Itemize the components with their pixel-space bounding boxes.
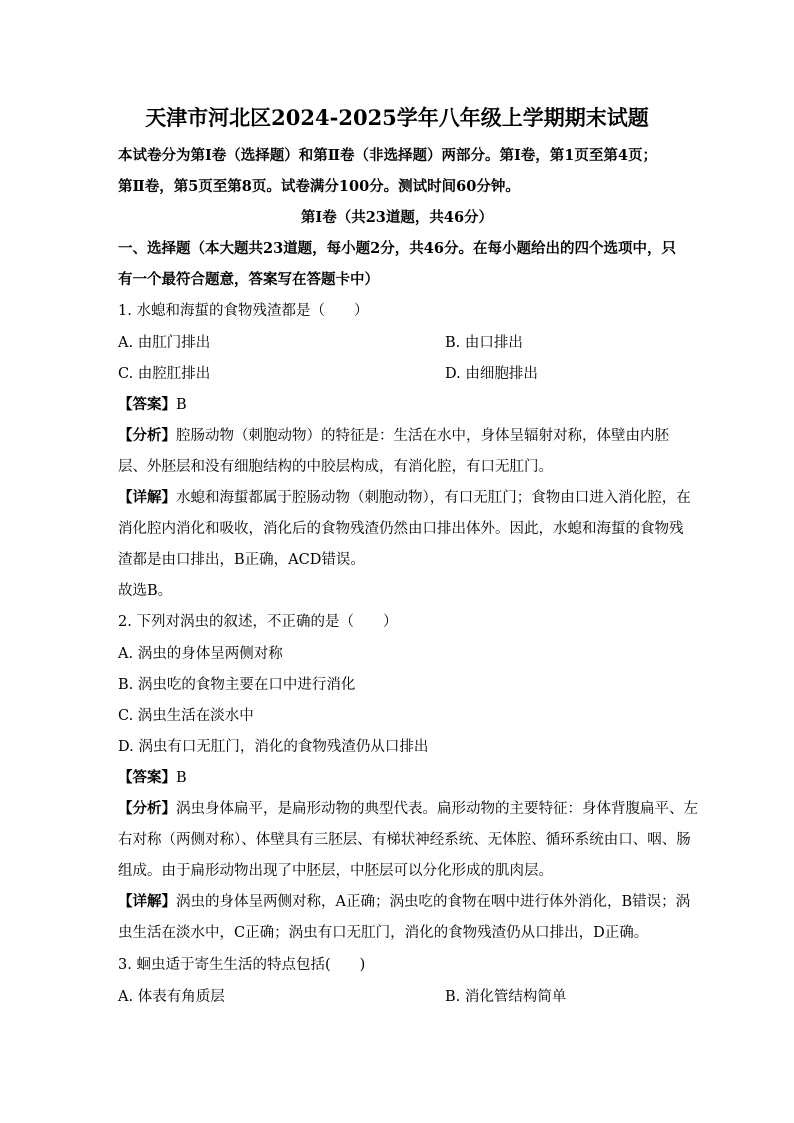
detail-tag: 【详解】	[118, 489, 176, 506]
analysis-text: 腔肠动物（刺胞动物）的特征是：生活在水中，身体呈辐射对称，体壁由内胚	[176, 428, 669, 444]
q2-option-b: B. 涡虫吃的食物主要在口中进行消化	[118, 677, 356, 693]
detail-text: 水螅和海蜇都属于腔肠动物（刺胞动物），有口无肛门；食物由口进入消化腔，在	[176, 490, 691, 506]
answer-value: B	[176, 770, 187, 786]
analysis-tag: 【分析】	[118, 427, 176, 444]
analysis-text: 涡虫身体扁平，是扁形动物的典型代表。扁形动物的主要特征：身体背腹扁平、左	[176, 801, 698, 817]
q3-stem: 3. 蛔虫适于寄生生活的特点包括( )	[118, 957, 366, 973]
q1-option-d: D. 由细胞排出	[445, 366, 538, 382]
q1-detail-line-3: 渣都是由口排出，B正确，ACD错误。	[118, 552, 365, 568]
q1-stem: 1. 水螅和海蜇的食物残渣都是（ ）	[118, 303, 369, 319]
q1-detail-line-2: 消化腔内消化和吸收，消化后的食物残渣仍然由口排出体外。因此，水螅和海蜇的食物残	[118, 521, 684, 537]
q2-option-d: D. 涡虫有口无肛门，消化的食物残渣仍从口排出	[118, 739, 429, 755]
page-title: 天津市河北区2024-2025学年八年级上学期期末试题	[145, 105, 649, 130]
q1-option-b: B. 由口排出	[445, 335, 523, 351]
q2-analysis-line-3: 组成。由于扁形动物出现了中胚层，中胚层可以分化形成的肌肉层。	[118, 863, 553, 879]
q2-detail-line-2: 虫生活在淡水中，C正确；涡虫有口无肛门，消化的食物残渣仍从口排出，D正确。	[118, 925, 649, 941]
section1-heading-line-1: 一、选择题（本大题共23道题，每小题2分，共46分。在每小题给出的四个选项中，只	[118, 240, 676, 257]
q3-option-b: B. 消化管结构简单	[445, 989, 567, 1005]
q3-option-a: A. 体表有角质层	[118, 989, 225, 1005]
q2-analysis-line-1	[118, 799, 698, 819]
q1-conclusion: 故选B。	[118, 583, 173, 599]
answer-tag: 【答案】	[118, 396, 176, 413]
intro-line-2: 第Ⅱ卷，第5页至第8页。试卷满分100分。测试时间60分钟。	[118, 178, 520, 195]
part1-heading: 第Ⅰ卷（共23道题，共46分）	[300, 209, 494, 226]
q1-option-a: A. 由肛门排出	[118, 335, 211, 351]
q1-answer	[118, 395, 187, 415]
q2-detail-line-1	[118, 892, 690, 912]
q1-analysis-line-1	[118, 426, 669, 446]
q2-option-a: A. 涡虫的身体呈两侧对称	[118, 646, 283, 662]
q2-answer	[118, 768, 187, 788]
q1-detail-line-1	[118, 488, 691, 508]
q1-option-c: C. 由腔肛排出	[118, 366, 211, 382]
detail-text: 涡虫的身体呈两侧对称，A正确；涡虫吃的食物在咽中进行体外消化，B错误；涡	[176, 894, 691, 910]
section1-heading-line-2: 有一个最符合题意，答案写在答题卡中）	[118, 271, 379, 288]
q2-analysis-line-2: 右对称（两侧对称）、体壁具有三胚层、有梯状神经系统、无体腔、循环系统由口、咽、肠	[118, 832, 691, 848]
q2-stem: 2. 下列对涡虫的叙述，不正确的是（ ）	[118, 614, 398, 630]
analysis-tag: 【分析】	[118, 800, 176, 817]
detail-tag: 【详解】	[118, 893, 176, 910]
answer-value: B	[176, 397, 187, 413]
intro-line-1: 本试卷分为第Ⅰ卷（选择题）和第Ⅱ卷（非选择题）两部分。第Ⅰ卷，第1页至第4页；	[118, 147, 657, 164]
answer-tag: 【答案】	[118, 769, 176, 786]
q2-option-c: C. 涡虫生活在淡水中	[118, 708, 254, 724]
q1-analysis-line-2: 层、外胚层和没有细胞结构的中胶层构成，有消化腔，有口无肛门。	[118, 459, 553, 475]
